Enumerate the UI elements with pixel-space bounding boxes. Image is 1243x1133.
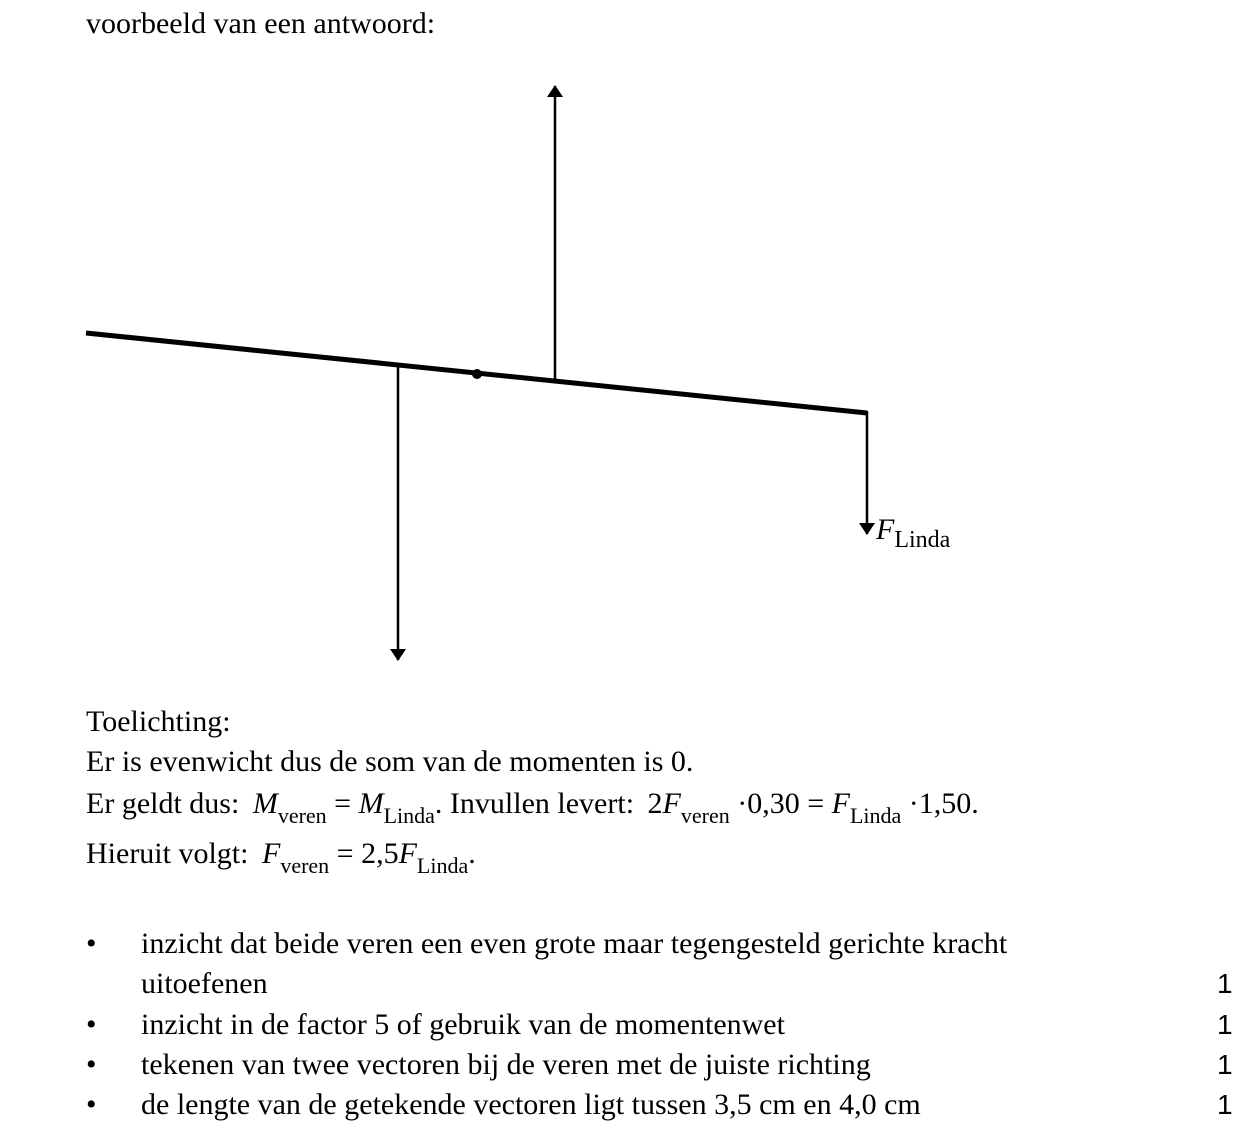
intro-text: voorbeeld van een antwoord: — [86, 7, 436, 40]
line2-equals: = — [326, 787, 359, 820]
result-force-veren-subscript: veren — [280, 853, 330, 878]
criterion-2-bullet: • — [86, 1008, 97, 1041]
criterion-1-text-line-1: inzicht dat beide veren een even grote maar tegengesteld gerichte kracht — [141, 927, 1008, 960]
line3-end: . — [468, 837, 476, 870]
criterion-2-points: 1 — [1217, 1009, 1233, 1040]
line3-prefix: Hieruit volgt: — [86, 837, 249, 870]
line3-factor: = 2,5 — [329, 837, 399, 870]
criterion-4-bullet: • — [86, 1088, 97, 1121]
force-veren-subscript: veren — [680, 803, 730, 828]
force-linda-subscript: Linda — [849, 803, 902, 828]
criterion-2-text: inzicht in de factor 5 of gebruik van de momentenwet — [141, 1008, 785, 1041]
line2-mid-text: . Invullen levert: — [434, 787, 635, 820]
force-label-subscript: Linda — [894, 527, 951, 553]
explanation-heading: Toelichting: — [86, 705, 231, 738]
force-linda-symbol: F — [831, 787, 850, 820]
line2-arm-left: ·0,30 = — [729, 787, 832, 820]
criterion-4-text: de lengte van de getekende vectoren ligt tussen 3,5 cm en 4,0 cm — [141, 1088, 921, 1121]
moment-veren-subscript: veren — [277, 803, 327, 828]
line2-coefficient: 2 — [647, 787, 663, 820]
line2-arm-right: ·1,50. — [901, 787, 979, 820]
criterion-3-text: tekenen van twee vectoren bij de veren met de juiste richting — [141, 1048, 871, 1081]
explanation-line-1: Er is evenwicht dus de som van de momenten is 0. — [86, 745, 694, 778]
criterion-3-bullet: • — [86, 1048, 97, 1081]
force-linda-label — [876, 512, 951, 553]
line2-prefix: Er geldt dus: — [86, 787, 240, 820]
criterion-4-points: 1 — [1217, 1089, 1233, 1120]
moment-linda-subscript: Linda — [383, 803, 435, 828]
explanation-line-3 — [86, 834, 476, 876]
criterion-3-points: 1 — [1217, 1049, 1233, 1080]
result-force-linda-subscript: Linda — [416, 853, 469, 878]
criterion-1-text-line-2: uitoefenen — [141, 967, 268, 1000]
pivot-point — [472, 369, 482, 379]
criterion-1-points: 1 — [1217, 968, 1233, 999]
moment-veren-symbol: M — [252, 787, 278, 820]
result-force-veren-symbol: F — [261, 837, 281, 870]
moment-linda-symbol: M — [358, 787, 384, 820]
result-force-linda-symbol: F — [398, 837, 417, 870]
force-label-symbol: F — [876, 513, 895, 546]
explanation-line-2 — [86, 784, 979, 826]
force-veren-symbol: F — [662, 787, 681, 820]
criterion-1-bullet: • — [86, 927, 97, 960]
